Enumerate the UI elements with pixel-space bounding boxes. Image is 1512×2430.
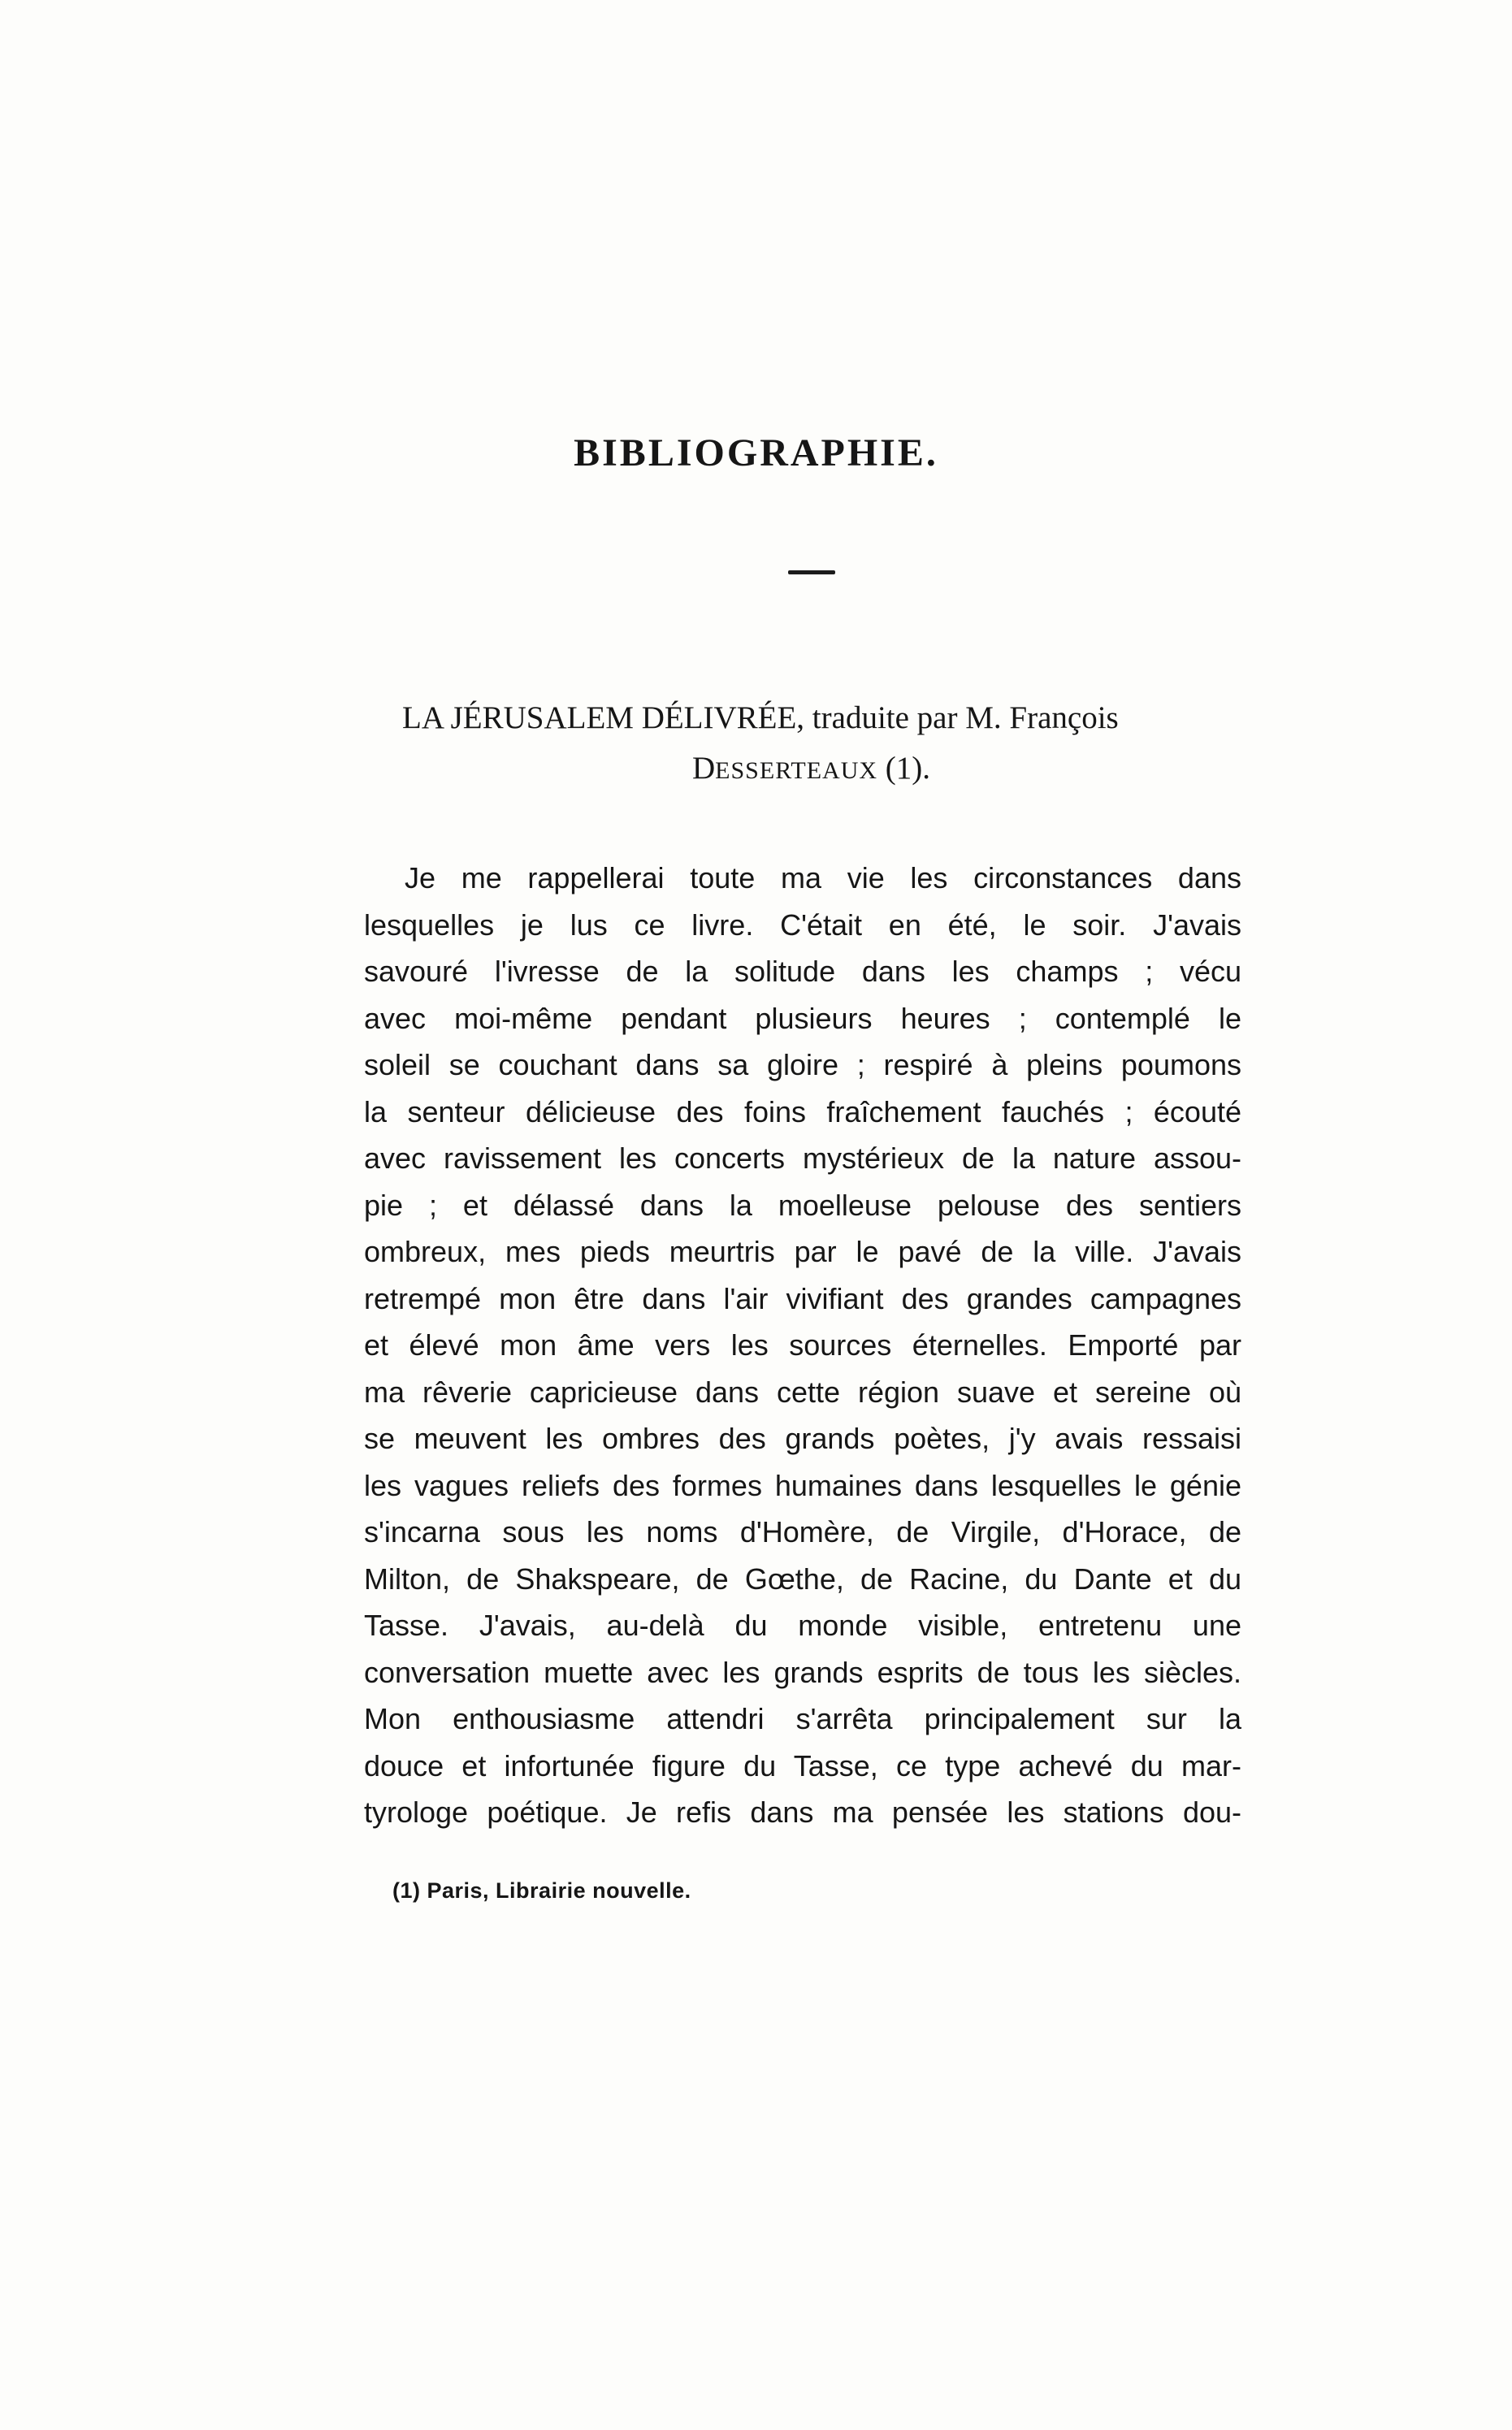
body-line: ma rêverie capricieuse dans cette région suave et sereine où	[364, 1375, 1241, 1409]
body-line: les vagues reliefs des formes humaines dans lesquelles le génie	[364, 1468, 1241, 1502]
body-line: savouré l'ivresse de la solitude dans les champs ; vécu	[364, 955, 1241, 988]
page-heading: BIBLIOGRAPHIE.	[574, 431, 938, 474]
body-line: pie ; et délassé dans la moelleuse pelouse des sentiers	[364, 1188, 1241, 1222]
body-line: conversation muette avec les grands esprits de tous les siècles.	[364, 1655, 1241, 1689]
heading-rule	[788, 570, 835, 574]
body-line: se meuvent les ombres des grands poètes, j'y avais ressaisi	[364, 1422, 1241, 1455]
body-line: Milton, de Shakspeare, de Gœthe, de Racine, du Dante et du	[364, 1562, 1241, 1596]
body-line: ombreux, mes pieds meurtris par le pavé de la ville. J'avais	[364, 1235, 1241, 1268]
article-title	[402, 693, 1312, 796]
footnote: (1) Paris, Librairie nouvelle.	[392, 1878, 691, 1903]
body-paragraph	[364, 855, 1241, 1836]
body-line: Je me rappellerai toute ma vie les circonstances dans	[405, 861, 1241, 894]
body-line: retrempé mon être dans l'air vivifiant des grandes campagnes	[364, 1281, 1241, 1315]
body-line: avec moi-même pendant plusieurs heures ; contemplé le	[364, 1001, 1241, 1035]
author-name-rest: ESSERTEAUX	[715, 757, 878, 784]
body-line: avec ravissement les concerts mystérieux de la nature assou-	[364, 1141, 1241, 1175]
body-line: Mon enthousiasme attendri s'arrêta principalement sur la	[364, 1702, 1241, 1735]
body-line: douce et infortunée figure du Tasse, ce type achevé du mar-	[364, 1748, 1241, 1782]
footnote-reference: (1).	[877, 751, 931, 786]
body-line: tyrologe poétique. Je refis dans ma pensée les stations dou-	[364, 1795, 1241, 1829]
article-title-line1: LA JÉRUSALEM DÉLIVRÉE, traduite par M. François	[402, 700, 1119, 735]
body-line: soleil se couchant dans sa gloire ; respiré à pleins poumons	[364, 1048, 1241, 1081]
body-line: s'incarna sous les noms d'Homère, de Virgile, d'Horace, de	[364, 1515, 1241, 1549]
body-line: Tasse. J'avais, au-delà du monde visible, entretenu une	[364, 1609, 1241, 1642]
body-line: lesquelles je lus ce livre. C'était en été, le soir. J'avais	[364, 907, 1241, 942]
body-line: la senteur délicieuse des foins fraîchement fauchés ; écouté	[364, 1094, 1241, 1128]
body-line: et élevé mon âme vers les sources éternelles. Emporté par	[364, 1328, 1241, 1362]
author-initial: D	[692, 751, 716, 786]
article-title-line2	[402, 743, 1312, 796]
